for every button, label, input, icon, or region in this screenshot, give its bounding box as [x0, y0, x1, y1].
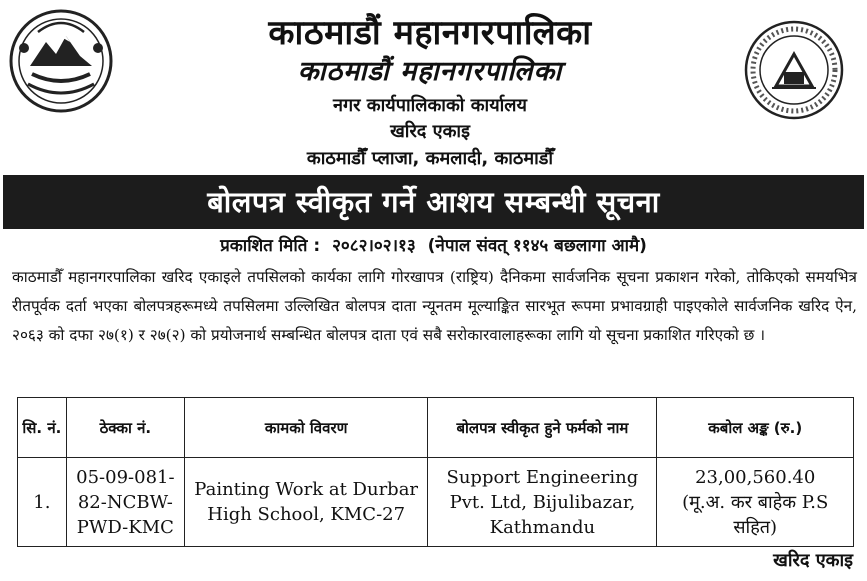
- table-row: [18, 458, 854, 547]
- notice-title-banner: बोलपत्र स्वीकृत गर्ने आशय सम्बन्धी सूचना: [3, 175, 864, 229]
- nepal-samvat-date: (नेपाल संवत् ११४५ बछलागा आमै): [427, 236, 647, 256]
- nepal-emblem-icon: [8, 8, 114, 114]
- cell-bidder: Support Engineering Pvt. Ltd, Bijulibazar, Kathmandu: [428, 458, 657, 547]
- org-name: काठमाडौं महानगरपालिका: [268, 13, 592, 53]
- office-address: काठमाडौँ प्लाजा, कमलादी, काठमाडौँ: [306, 148, 554, 169]
- publication-date: २०८२।०२।१३: [332, 236, 416, 256]
- award-table: [17, 397, 854, 547]
- col-header-contract-no: ठेक्का नं.: [66, 398, 184, 458]
- unit-name: खरिद एकाइ: [390, 121, 470, 142]
- col-header-amount: कबोल अङ्क (रु.): [657, 398, 854, 458]
- cell-contract-no: 05-09-081-82-NCBW-PWD-KMC: [66, 458, 184, 547]
- cell-description: Painting Work at Durbar High School, KMC-27: [184, 458, 427, 547]
- table-header-row: [18, 398, 854, 458]
- letterhead: [0, 0, 867, 172]
- cell-sn: 1.: [18, 458, 67, 547]
- publication-date-line: [0, 233, 867, 256]
- amount-note: (मू.अ. कर बाहेक P.S सहित): [682, 491, 829, 538]
- office-name: नगर कार्यपालिकाको कार्यालय: [333, 95, 527, 116]
- col-header-description: कामको विवरण: [184, 398, 427, 458]
- col-header-bidder: बोलपत्र स्वीकृत हुने फर्मको नाम: [428, 398, 657, 458]
- amount-value: 23,00,560.40: [695, 466, 816, 488]
- kathmandu-metropolitan-seal-icon: [742, 18, 846, 122]
- cell-amount: [657, 458, 854, 547]
- org-name-stylized: काठमाडौं महानगरपालिका: [297, 56, 563, 87]
- publication-date-label: प्रकाशित मिति :: [220, 236, 321, 256]
- col-header-sn: सि. नं.: [18, 398, 67, 458]
- signatory: खरिद एकाइ: [773, 550, 853, 571]
- notice-body: काठमाडौँ महानगरपालिका खरिद एकाइले तपसिलको कार्यका लागि गोरखापत्र (राष्ट्रिय) दैनिकमा सार्वजनिक सूचना प्रकाशन गरेको, तोकिएको समयभित्र रीतपूर्वक दर्ता भएका बोलपत्रहरूमध्ये तपसिलमा उल्लिखित बोलपत्र दाता न्यूनतम मूल्याङ्कित सारभूत रूपमा प्रभावग्राही पाइएकोले सार्वजनिक खरिद ऐन, २०६३ को दफा २७(१) र २७(२) को प्रयोजनार्थ सम्बन्धित बोलपत्र दाता एवं सबै सरोकारवालाहरूका लागि यो सूचना प्रकाशित गरिएको छ ।: [12, 268, 857, 344]
